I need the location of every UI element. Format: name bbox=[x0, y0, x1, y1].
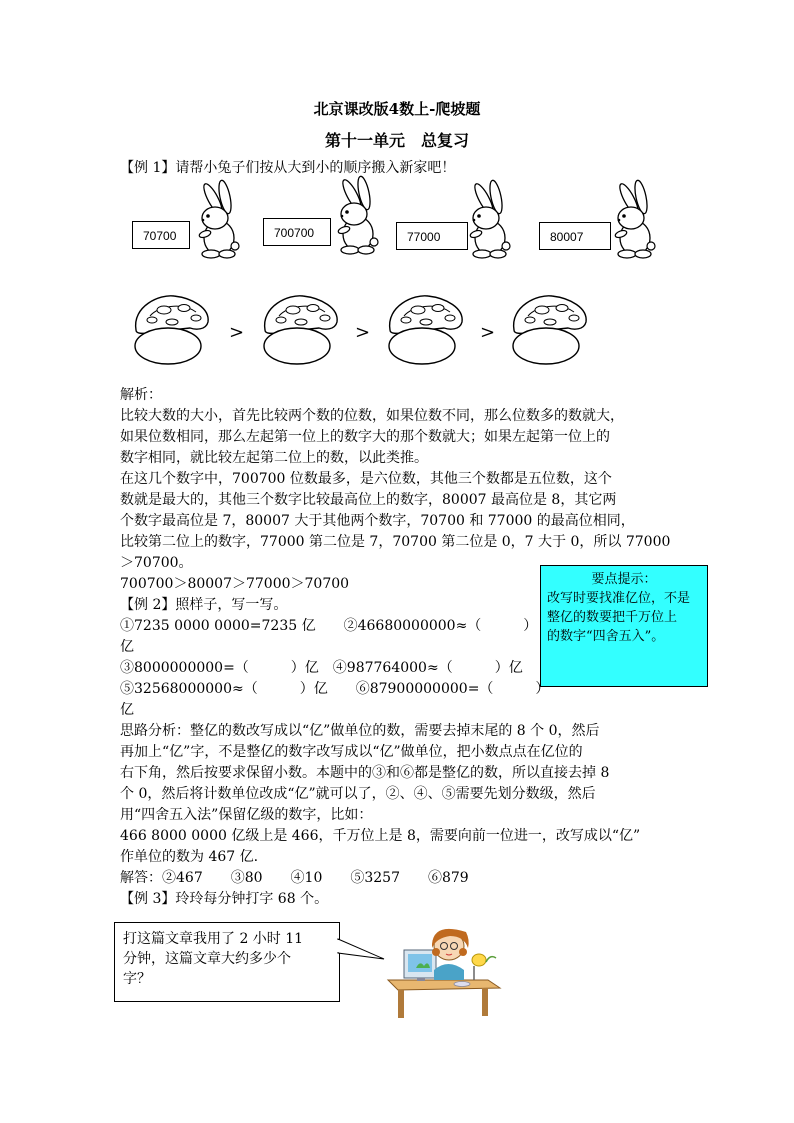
speech-line: 打这篇文章我用了 2 小时 11 bbox=[123, 931, 304, 947]
method-line: 再加上“亿”字，不是整亿的数字改写成以“亿”做单位，把小数点点在亿位的 bbox=[120, 744, 583, 760]
document-title: 北京课改版4数上-爬坡题 bbox=[313, 100, 481, 118]
speech-line: 字？ bbox=[123, 971, 151, 987]
analysis-line: 如果位数相同，那么左起第一位上的数字大的那个数就大；如果左起第一位上的 bbox=[120, 429, 610, 445]
exercise-line: ①7235 0000 0000=7235 亿 ②46680000000≈（ ） bbox=[120, 618, 538, 634]
mushroom-house-1-icon bbox=[130, 294, 212, 368]
method-line: 思路分析：整亿的数改写成以“亿”做单位的数，需要去掉末尾的 8 个 0，然后 bbox=[120, 723, 600, 739]
gt-sign-2: > bbox=[355, 322, 371, 343]
analysis-line: 数字相同，就比较左起第二位上的数，以此类推。 bbox=[120, 450, 428, 466]
example1-answer: 700700＞80007＞77000＞70700 bbox=[120, 576, 350, 592]
analysis-label: 解析： bbox=[120, 387, 162, 403]
analysis-line: ＞70700。 bbox=[120, 555, 193, 571]
key-points-line: 整亿的数要把千万位上 bbox=[547, 610, 678, 625]
key-points-line: 改写时要找准亿位，不是 bbox=[547, 591, 691, 606]
rabbit-2-icon bbox=[334, 192, 384, 256]
gt-sign-3: > bbox=[480, 322, 496, 343]
example1-prompt: 【例 1】请帮小兔子们按从大到小的顺序搬入新家吧！ bbox=[120, 160, 456, 176]
mushroom-house-4-icon bbox=[508, 294, 590, 368]
method-line: 466 8000 0000 亿级上是 466，千万位上是 8，需要向前一位进一，改写成以“亿” bbox=[120, 828, 641, 844]
number-box-1: 70700 bbox=[132, 221, 190, 249]
gt-sign-1: > bbox=[229, 322, 245, 343]
rabbit-4-icon bbox=[611, 196, 661, 260]
mushroom-house-2-icon bbox=[259, 294, 341, 368]
analysis-line: 在这几个数字中，700700 位数最多，是六位数，其他三个数都是五位数，这个 bbox=[120, 471, 612, 487]
number-box-4: 80007 bbox=[539, 222, 611, 250]
key-points-box bbox=[540, 565, 708, 687]
speech-tail-icon bbox=[338, 935, 388, 965]
rabbit-1-icon bbox=[195, 196, 245, 260]
example2-answer: 解答：②467 ③80 ④10 ⑤3257 ⑥879 bbox=[120, 870, 469, 886]
analysis-line: 比较大数的大小，首先比较两个数的位数，如果位数不同，那么位数多的数就大， bbox=[120, 408, 624, 424]
speech-line: 分钟，这篇文章大约多少个 bbox=[123, 951, 291, 967]
mushroom-house-3-icon bbox=[384, 294, 466, 368]
key-points-title: 要点提示： bbox=[591, 572, 657, 587]
exercise-line: ⑤32568000000≈（ ）亿 ⑥87900000000=（ ） bbox=[120, 681, 550, 697]
method-line: 作单位的数为 467 亿. bbox=[120, 849, 259, 865]
number-box-3: 77000 bbox=[396, 222, 468, 250]
analysis-line: 个数字最高位是 7，80007 大于其他两个数字，70700 和 77000 的最高位相同， bbox=[120, 513, 635, 529]
method-line: 个 0，然后将计数单位改成“亿”就可以了，②、④、⑤需要先划分数级，然后 bbox=[120, 786, 596, 802]
unit-title: 第十一单元 总复习 bbox=[324, 131, 469, 150]
analysis-line: 数就是最大的，其他三个数字比较最高位上的数字，80007 最高位是 8，其它两 bbox=[120, 492, 617, 508]
exercise-line: 亿 bbox=[120, 702, 134, 718]
example2-prompt: 【例 2】照样子，写一写。 bbox=[120, 597, 288, 613]
method-line: 用“四舍五入法”保留亿级的数字，比如： bbox=[120, 807, 373, 823]
speech-bubble bbox=[114, 922, 340, 1002]
exercise-line: ③8000000000=（ ）亿 ④987764000≈（ ）亿 bbox=[120, 660, 523, 676]
method-line: 右下角，然后按要求保留小数。本题中的③和⑥都是整亿的数，所以直接去掉 8 bbox=[120, 765, 610, 781]
girl-at-computer-icon bbox=[384, 924, 502, 1020]
exercise-line: 亿 bbox=[120, 639, 134, 655]
example3-prompt: 【例 3】玲玲每分钟打字 68 个。 bbox=[120, 891, 329, 907]
number-box-2: 700700 bbox=[263, 218, 331, 246]
key-points-line: 的数字“四舍五入”。 bbox=[547, 629, 665, 644]
analysis-line: 比较第二位上的数字，77000 第二位是 7，70700 第二位是 0，7 大于 0，所以 77000 bbox=[120, 534, 671, 550]
rabbit-3-icon bbox=[466, 196, 516, 260]
